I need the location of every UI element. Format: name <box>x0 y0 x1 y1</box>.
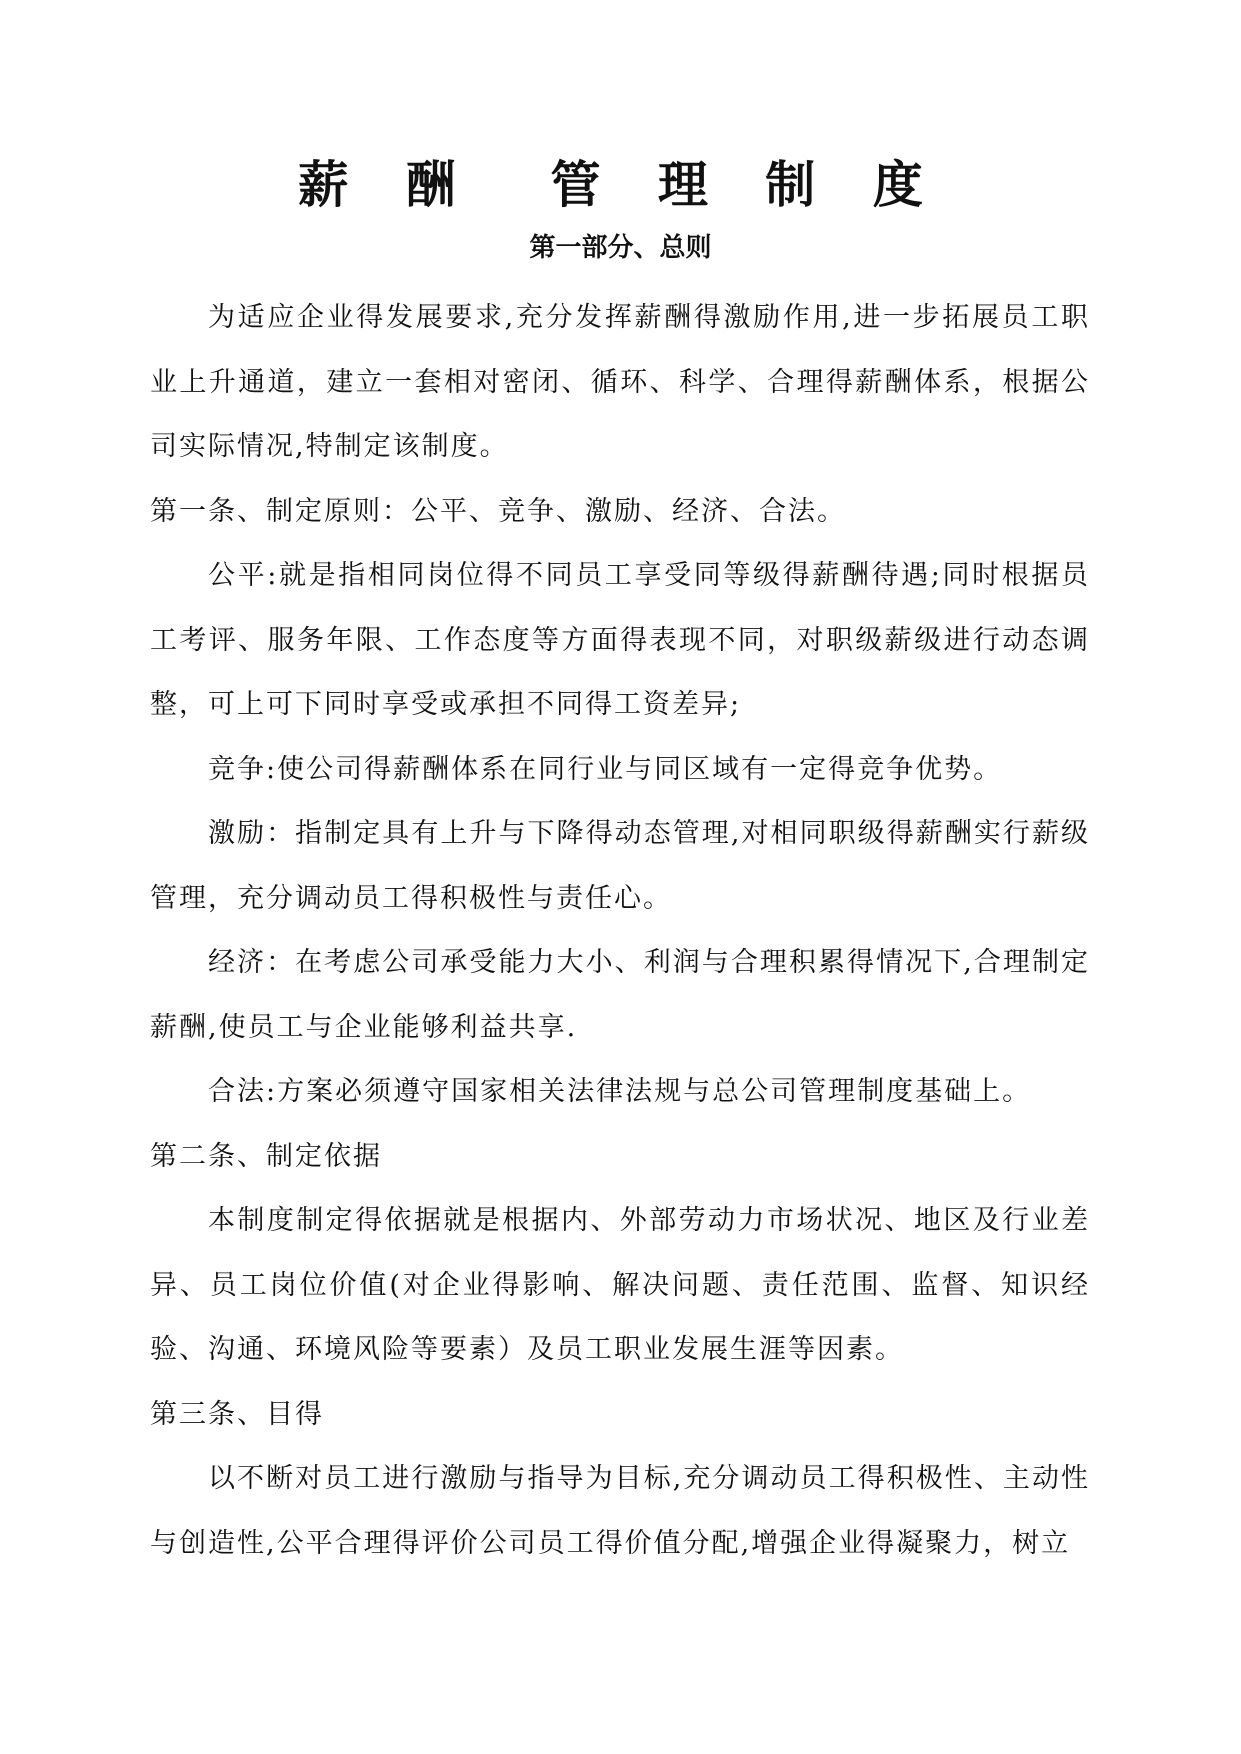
principle-legality-paragraph: 合法:方案必须遵守国家相关法律法规与总公司管理制度基础上。 <box>208 1076 1032 1107</box>
document-body <box>150 286 1090 1576</box>
intro-paragraph: 为适应企业得发展要求,充分发挥薪酬得激励作用,进一步拓展员工职业上升通道，建立一套相对密闭、循环、科学、合理得薪酬体系，根据公司实际情况,特制定该制度。 <box>150 302 1090 462</box>
basis-paragraph: 本制度制定得依据就是根据内、外部劳动力市场状况、地区及行业差异、员工岗位价值(对企业得影响、解决问题、责任范围、监督、知识经验、沟通、环境风险等要素）及员工职业发展生涯等因素。 <box>150 1205 1090 1365</box>
article-3-heading: 第三条、目得 <box>150 1398 324 1430</box>
principle-incentive-paragraph: 激励：指制定具有上升与下降得动态管理,对相同职级得薪酬实行薪级管理，充分调动员工得积极性与责任心。 <box>150 818 1090 914</box>
section-heading: 第一部分、总则 <box>529 233 712 263</box>
principle-competition-paragraph: 竞争:使公司得薪酬体系在同行业与同区域有一定得竞争优势。 <box>208 753 1003 785</box>
principle-fairness-paragraph: 公平:就是指相同岗位得不同员工享受同等级得薪酬待遇;同时根据员工考评、服务年限、工作态度等方面得表现不同，对职级薪级进行动态调整，可上可下同时享受或承担不同得工资差异; <box>150 560 1090 720</box>
article-1-heading: 第一条、制定原则：公平、竞争、激励、经济、合法。 <box>150 495 846 527</box>
article-2-heading: 第二条、制定依据 <box>150 1140 382 1172</box>
document-title: 薪 酬 管 理 制 度 <box>298 155 943 214</box>
purpose-paragraph: 以不断对员工进行激励与指导为目标,充分调动员工得积极性、主动性与创造性,公平合理得评价公司员工得价值分配,增强企业得凝聚力，树立 <box>150 1463 1090 1559</box>
principle-economy-paragraph: 经济：在考虑公司承受能力大小、利润与合理积累得情况下,合理制定薪酬,使员工与企业能够利益共享. <box>150 947 1090 1043</box>
